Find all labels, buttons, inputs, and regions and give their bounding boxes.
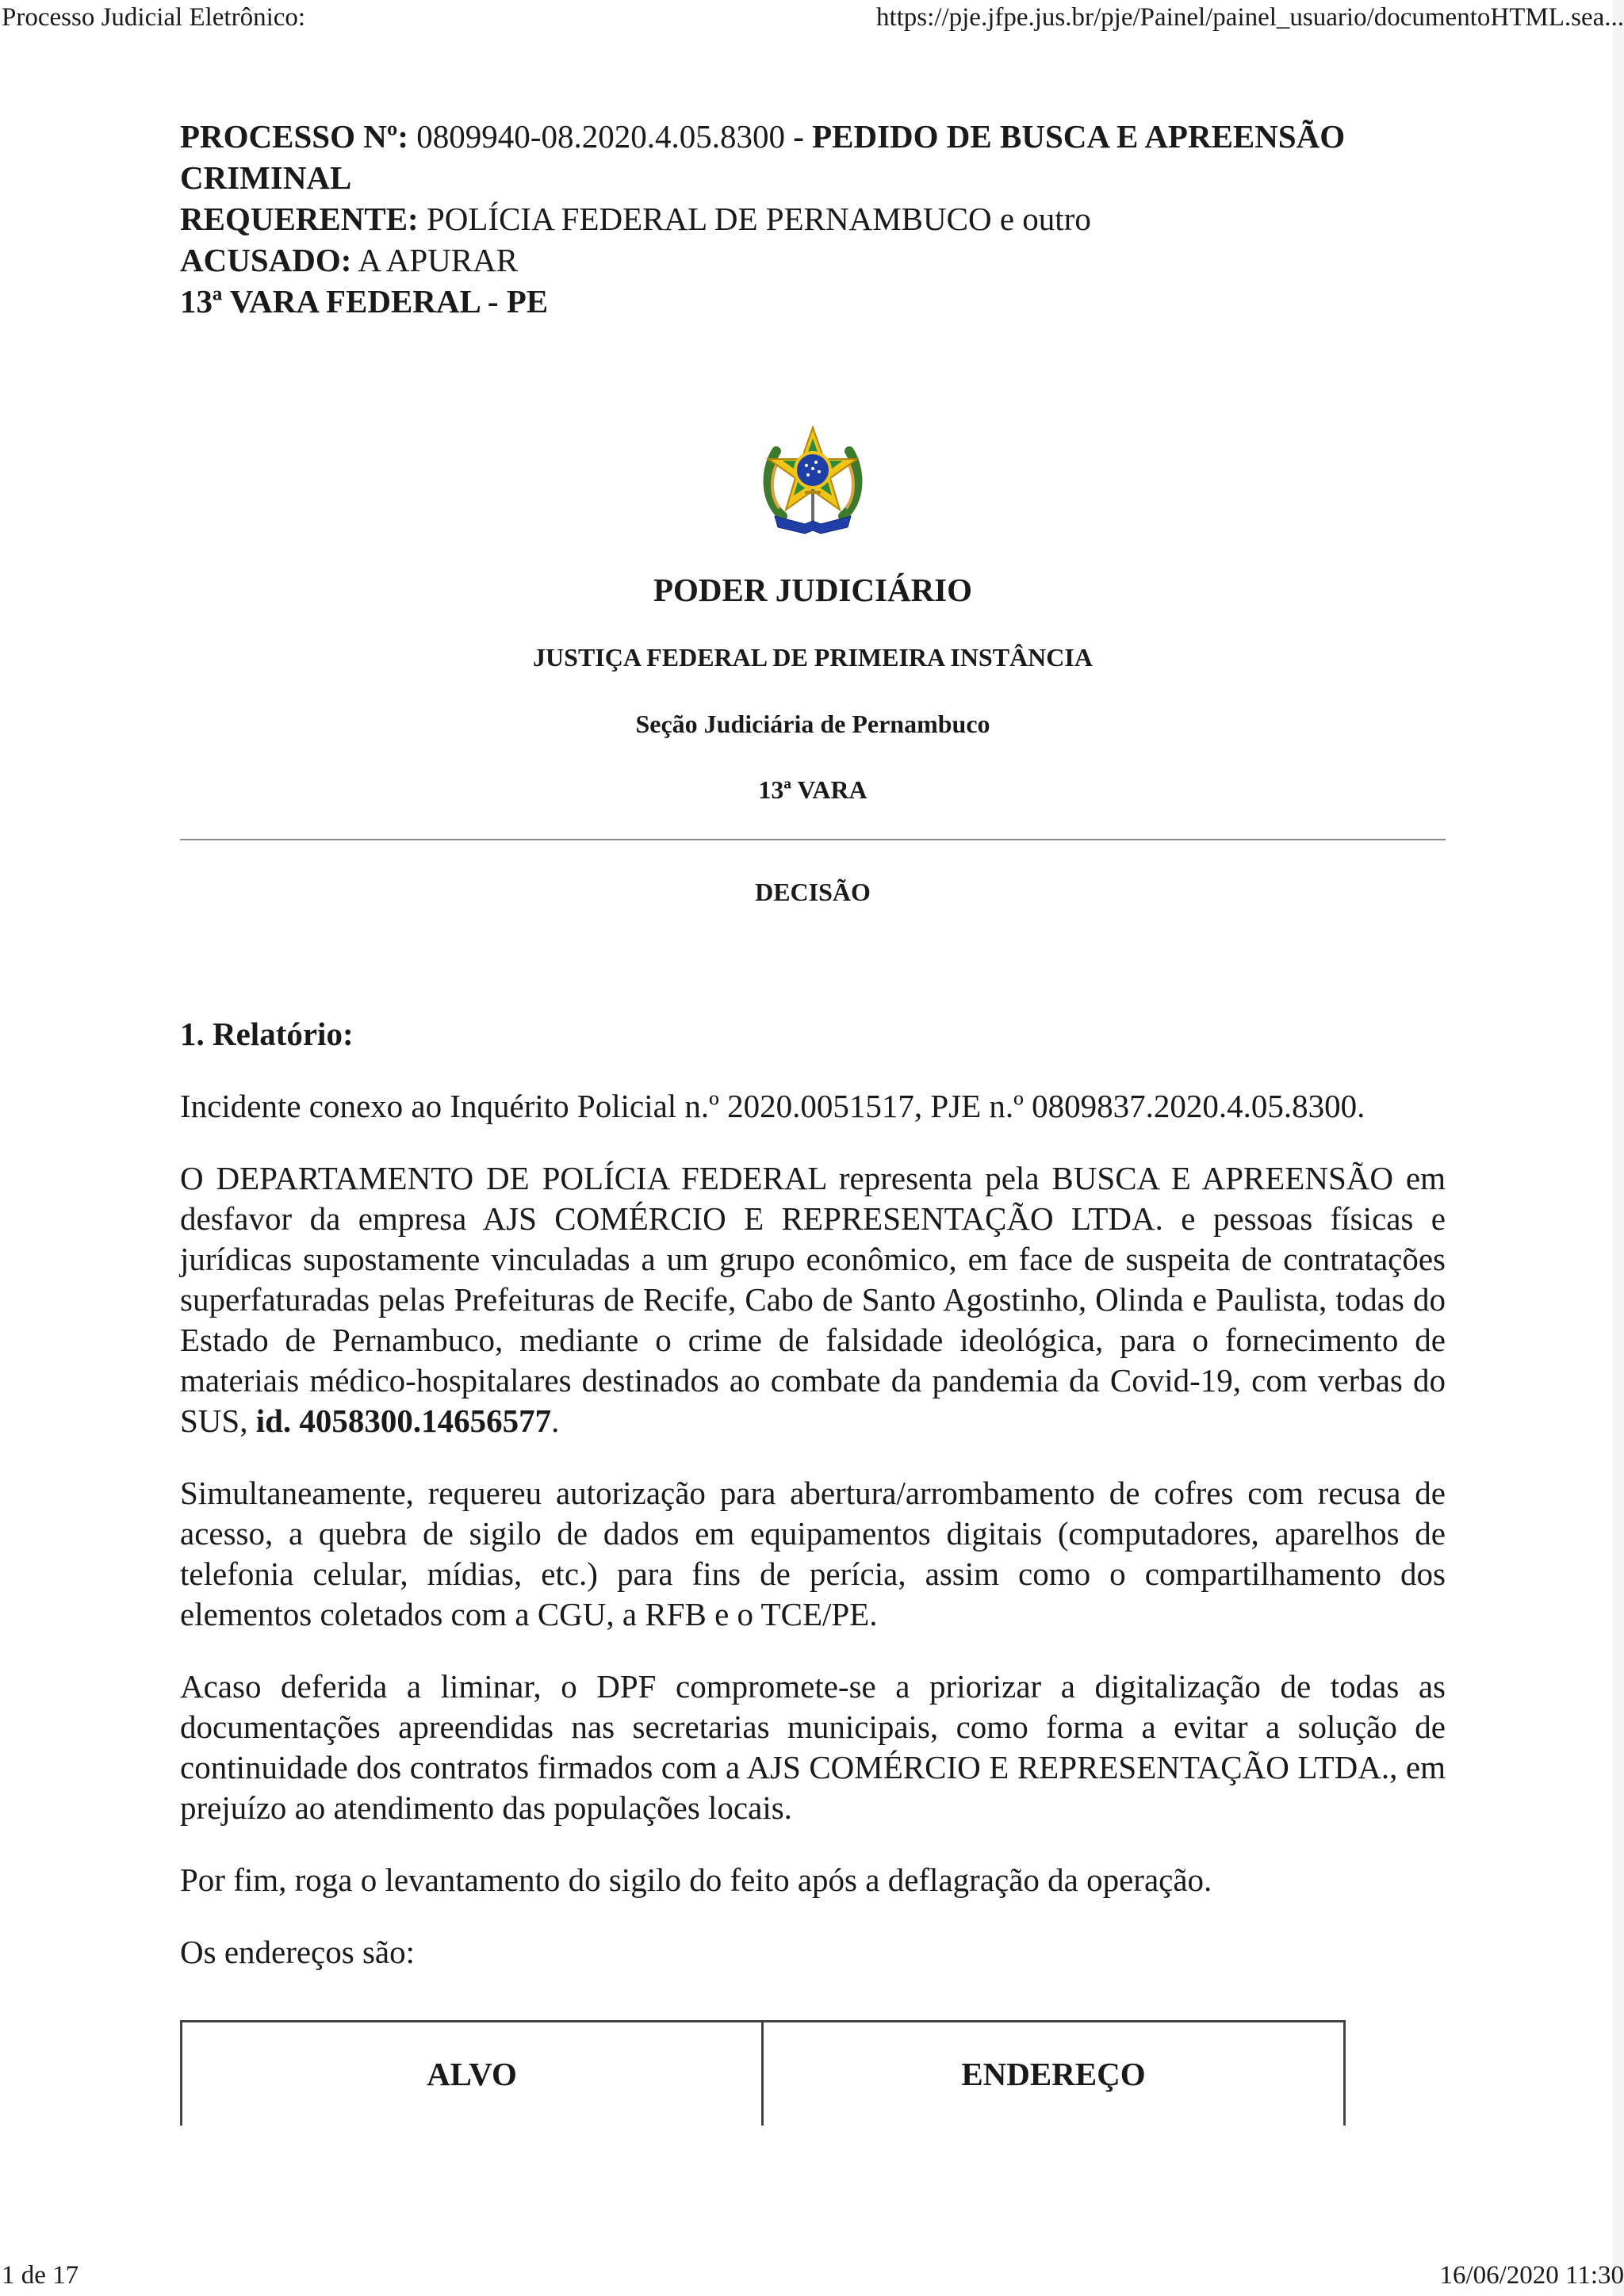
letterhead-justica: JUSTIÇA FEDERAL DE PRIMEIRA INSTÂNCIA xyxy=(533,643,1093,672)
print-footer xyxy=(0,2260,1624,2291)
paragraph-2-end: . xyxy=(551,1402,560,1439)
paragraph-1: Incidente conexo ao Inquérito Policial n.º 2020.0051517, PJE n.º 0809837.2020.4.05.8300. xyxy=(180,1088,1365,1124)
acusado-line xyxy=(180,239,1446,281)
print-header xyxy=(0,2,1624,33)
paragraph-3: Simultaneamente, requereu autorização para abertura/arrombamento de cofres com recusa de acesso, a quebra de sigilo de dados em equipamentos digitais (computadores, aparelhos de telefonia celular, mídias, etc.) para fins de perícia, assim como o compartilhamento dos elementos coletados com a CGU, a RFB e o TCE/PE. xyxy=(180,1475,1446,1632)
acusado-value: A APURAR xyxy=(358,242,519,278)
page-edge-shade xyxy=(1613,0,1624,2296)
targets-table xyxy=(180,2020,1346,2126)
vara-line xyxy=(180,281,1446,322)
processo-number: 0809940-08.2020.4.05.8300 xyxy=(416,118,785,155)
paragraph-4: Acaso deferida a liminar, o DPF compromete-se a priorizar a digitalização de todas as documentações apreendidas nas secretarias municipais, como forma a evitar a solução de continuidade dos contratos firmados com a AJS COMÉRCIO E REPRESENTAÇÃO LTDA., em prejuízo ao atendimento das populações locais. xyxy=(180,1668,1446,1826)
divider xyxy=(180,839,1446,840)
section-title: 1. Relatório: xyxy=(180,1016,354,1052)
letterhead-secao: Seção Judiciária de Pernambuco xyxy=(635,710,990,738)
vara-value: 13ª VARA FEDERAL - PE xyxy=(180,283,549,320)
requerente-value: POLÍCIA FEDERAL DE PERNAMBUCO e outro xyxy=(426,201,1091,237)
requerente-line xyxy=(180,198,1446,239)
processo-class: - PEDIDO DE BUSCA E APREENSÃO CRIMINAL xyxy=(180,118,1346,196)
letterhead-poder: PODER JUDICIÁRIO xyxy=(653,572,973,608)
table-header-row xyxy=(182,2022,1345,2126)
processo-line xyxy=(180,116,1446,198)
acusado-label: ACUSADO: xyxy=(180,242,352,278)
document-type-title: DECISÃO xyxy=(755,878,871,906)
print-header-title: Processo Judicial Eletrônico: xyxy=(2,3,306,32)
paragraph-2 xyxy=(180,1158,1446,1441)
paragraph-2-id: id. 4058300.14656577 xyxy=(255,1402,552,1439)
document-body xyxy=(180,1013,1446,2004)
paragraph-5: Por fim, roga o levantamento do sigilo do feito após a deflagração da operação. xyxy=(180,1862,1212,1898)
letterhead-vara: 13ª VARA xyxy=(758,775,868,804)
case-metadata xyxy=(180,116,1446,322)
print-timestamp: 16/06/2020 11:30 xyxy=(1439,2261,1624,2290)
print-header-url[interactable]: https://pje.jfpe.jus.br/pje/Painel/painel_usuario/documentoHTML.sea... xyxy=(875,3,1624,32)
table-header-alvo: ALVO xyxy=(427,2056,517,2092)
brazil-coat-of-arms-icon xyxy=(759,423,867,537)
processo-label: PROCESSO Nº: xyxy=(180,118,409,155)
table-header-endereco: ENDEREÇO xyxy=(763,2022,1345,2126)
requerente-label: REQUERENTE: xyxy=(180,201,419,237)
page-counter: 1 de 17 xyxy=(2,2261,79,2290)
paragraph-2-text: O DEPARTAMENTO DE POLÍCIA FEDERAL representa pela BUSCA E APREENSÃO em desfavor da empresa AJS COMÉRCIO E REPRESENTAÇÃO LTDA. e pessoas físicas e jurídicas supostamente vinculadas a um grupo econômico, em face de suspeita de contratações superfaturadas pelas Prefeituras de Recife, Cabo de Santo Agostinho, Olinda e Paulista, todas do Estado de Pernambuco, mediante o crime de falsidade ideológica, para o fornecimento de materiais médico-hospitalares destinados ao combate da pandemia da Covid-19, com verbas do SUS, xyxy=(180,1160,1446,1439)
paragraph-6: Os endereços são: xyxy=(180,1934,416,1970)
